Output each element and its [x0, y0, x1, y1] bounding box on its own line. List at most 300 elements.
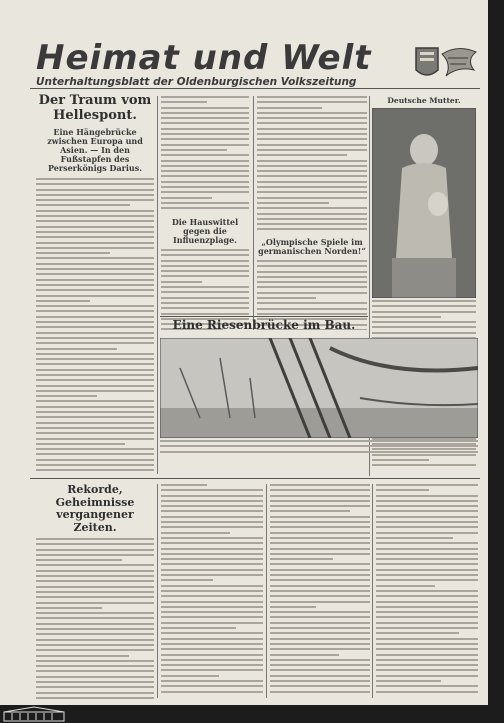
text-line: [161, 197, 212, 199]
text-line: [257, 265, 367, 267]
text-line: [36, 586, 154, 588]
text-line: [376, 526, 478, 528]
text-line: [376, 579, 478, 581]
text-line: [257, 297, 316, 299]
text-line: [270, 574, 370, 576]
text-line: [270, 632, 370, 634]
text-line: [257, 286, 367, 288]
text-line: [161, 601, 263, 603]
text-line: [161, 680, 263, 682]
text-line: [36, 385, 154, 387]
text-line: [270, 585, 370, 587]
text-line: [257, 271, 367, 273]
text-line: [36, 580, 154, 582]
text-line: [161, 606, 263, 608]
column-3-text: [257, 96, 367, 236]
text-line: [36, 342, 154, 344]
text-line: [36, 337, 154, 339]
text-line: [161, 500, 263, 502]
text-line: [161, 186, 249, 188]
text-line: [36, 549, 154, 551]
text-line: [36, 676, 154, 678]
text-line: [161, 563, 263, 565]
text-line: [376, 569, 478, 571]
masthead-title: Heimat und Welt: [36, 38, 372, 78]
text-line: [270, 616, 370, 618]
text-line: [376, 601, 478, 603]
text-line: [161, 489, 263, 491]
text-line: [270, 659, 370, 661]
text-line: [36, 363, 154, 365]
text-line: [257, 308, 367, 310]
text-line: [36, 273, 154, 275]
text-line: [270, 579, 370, 581]
text-line: [36, 459, 154, 461]
text-line: [270, 601, 370, 603]
text-line: [36, 395, 97, 397]
text-line: [376, 521, 478, 523]
text-line: [257, 228, 367, 230]
text-line: [161, 207, 249, 209]
text-line: [376, 638, 478, 640]
text-line: [36, 570, 154, 572]
text-line: [257, 144, 367, 146]
text-line: [161, 484, 207, 486]
text-line: [36, 649, 154, 651]
text-line: [161, 611, 263, 613]
text-line: [270, 664, 370, 666]
text-line: [270, 484, 370, 486]
text-line: [270, 622, 370, 624]
text-line: [376, 574, 478, 576]
text-line: [161, 307, 249, 309]
text-line: [36, 374, 154, 376]
text-line: [36, 453, 154, 455]
text-line: [161, 643, 263, 645]
text-line: [257, 218, 367, 220]
lead-article: [36, 92, 154, 476]
text-line: [36, 369, 154, 371]
lower-article: [36, 484, 154, 699]
text-line: [161, 281, 202, 283]
text-line: [161, 516, 263, 518]
text-line: [257, 128, 367, 130]
column-rule: [266, 484, 267, 698]
bridge-photo: [160, 338, 478, 438]
text-line: [161, 149, 227, 151]
text-line: [257, 276, 367, 278]
text-line: [376, 616, 478, 618]
lower-column-2: [161, 484, 263, 698]
text-line: [161, 654, 263, 656]
text-line: [36, 215, 154, 217]
text-line: [36, 353, 154, 355]
text-line: [372, 300, 476, 302]
text-line: [376, 659, 478, 661]
text-line: [36, 602, 154, 604]
text-line: [161, 616, 263, 618]
text-line: [161, 170, 249, 172]
text-line: [36, 226, 154, 228]
text-line: [36, 543, 154, 545]
lead-subhead: Eine Hängebrücke zwischen Europa und Asien. — In den Fußstapfen des Perserkönigs Darius.: [47, 127, 143, 173]
text-line: [270, 643, 370, 645]
text-line: [36, 257, 154, 259]
text-line: [270, 558, 333, 560]
text-line: [257, 165, 367, 167]
text-line: [36, 305, 154, 307]
text-line: [161, 495, 263, 497]
text-line: [160, 451, 478, 453]
sidebar-headline: Die Hauswittel gegen die Influenzplage.: [171, 218, 239, 245]
text-line: [36, 279, 154, 281]
text-line: [257, 107, 322, 109]
text-line: [270, 685, 370, 687]
text-line: [161, 160, 249, 162]
text-line: [257, 149, 367, 151]
text-line: [376, 500, 478, 502]
text-line: [36, 332, 154, 334]
text-line: [270, 532, 370, 534]
masthead-subtitle: Unterhaltungsblatt der Oldenburgischen Volkszeitung: [36, 76, 357, 88]
text-line: [36, 199, 154, 201]
text-line: [270, 569, 370, 571]
text-line: [270, 606, 316, 608]
text-line: [36, 432, 154, 434]
text-line: [36, 644, 154, 646]
text-line: [376, 563, 478, 565]
text-line: [36, 263, 154, 265]
text-line: [36, 321, 154, 323]
text-line: [270, 654, 339, 656]
text-line: [161, 526, 263, 528]
text-line: [161, 553, 263, 555]
text-line: [36, 189, 154, 191]
text-line: [161, 144, 249, 146]
scan-border: [488, 0, 504, 723]
text-line: [161, 632, 263, 634]
text-line: [36, 443, 125, 445]
column-rule: [372, 484, 373, 698]
text-line: [257, 207, 367, 209]
text-line: [376, 685, 478, 687]
text-line: [376, 643, 478, 645]
text-line: [161, 270, 249, 272]
text-line: [36, 438, 154, 440]
text-line: [161, 133, 249, 135]
sidebar-article: [161, 218, 249, 330]
text-line: [270, 542, 370, 544]
text-line: [161, 521, 263, 523]
text-line: [372, 311, 476, 313]
text-line: [376, 510, 478, 512]
text-line: [161, 664, 263, 666]
text-line: [257, 138, 367, 140]
text-line: [376, 537, 453, 539]
text-line: [161, 548, 263, 550]
text-line: [257, 302, 367, 304]
text-line: [36, 231, 154, 233]
statue-photo: [372, 108, 476, 298]
text-line: [36, 326, 154, 328]
text-line: [270, 548, 370, 550]
text-line: [161, 691, 263, 693]
text-line: [257, 112, 367, 114]
text-line: [257, 313, 367, 315]
text-line: [257, 160, 367, 162]
text-line: [161, 291, 249, 293]
text-line: [270, 495, 370, 497]
text-line: [257, 186, 367, 188]
text-line: [161, 669, 263, 671]
text-line: [36, 236, 154, 238]
text-line: [372, 305, 476, 307]
text-line: [161, 260, 249, 262]
text-line: [376, 680, 441, 682]
text-line: [257, 154, 347, 156]
lead-body-text: [36, 178, 154, 471]
text-line: [36, 247, 154, 249]
text-line: [376, 691, 478, 693]
text-line: [257, 223, 367, 225]
text-line: [161, 107, 249, 109]
text-line: [376, 484, 478, 486]
text-line: [161, 585, 263, 587]
text-line: [161, 569, 263, 571]
column-rule: [253, 96, 254, 330]
text-line: [372, 326, 476, 328]
text-line: [257, 117, 367, 119]
text-line: [376, 622, 478, 624]
text-line: [161, 249, 249, 251]
text-line: [161, 574, 263, 576]
text-line: [161, 542, 263, 544]
text-line: [257, 170, 367, 172]
text-line: [36, 697, 154, 699]
text-line: [161, 297, 249, 299]
text-line: [161, 96, 249, 98]
text-line: [270, 489, 370, 491]
text-line: [376, 654, 478, 656]
text-line: [257, 122, 367, 124]
text-line: [270, 563, 370, 565]
text-line: [36, 268, 154, 270]
text-line: [270, 521, 370, 523]
text-line: [270, 675, 370, 677]
text-line: [270, 516, 370, 518]
text-line: [376, 553, 478, 555]
text-line: [36, 178, 154, 180]
text-line: [36, 358, 154, 360]
text-line: [372, 321, 476, 323]
bridge-headline: Eine Riesenbrücke im Bau.: [172, 318, 356, 332]
text-line: [36, 681, 154, 683]
text-line: [257, 101, 367, 103]
text-line: [161, 175, 249, 177]
text-line: [376, 542, 478, 544]
text-line: [36, 379, 154, 381]
text-line: [161, 510, 263, 512]
text-line: [270, 627, 370, 629]
text-line: [270, 638, 370, 640]
text-line: [161, 265, 249, 267]
text-line: [36, 416, 154, 418]
text-line: [36, 295, 154, 297]
text-line: [376, 516, 478, 518]
text-line: [372, 464, 476, 466]
text-line: [161, 313, 249, 315]
text-line: [36, 406, 154, 408]
masthead-rule: [30, 88, 480, 89]
text-line: [376, 558, 478, 560]
text-line: [161, 675, 219, 677]
text-line: [161, 112, 249, 114]
text-line: [161, 117, 249, 119]
lower-column-4: [376, 484, 478, 698]
text-line: [36, 607, 102, 609]
text-line: [270, 553, 370, 555]
text-line: [161, 590, 263, 592]
text-line: [161, 579, 213, 581]
text-line: [376, 611, 478, 613]
text-line: [161, 181, 249, 183]
text-line: [161, 648, 263, 650]
text-line: [257, 281, 367, 283]
text-line: [257, 175, 367, 177]
text-line: [36, 660, 154, 662]
text-line: [270, 611, 370, 613]
text-line: [36, 289, 154, 291]
text-line: [36, 564, 154, 566]
text-line: [270, 669, 370, 671]
text-line: [376, 489, 429, 491]
text-line: [270, 595, 370, 597]
text-line: [36, 316, 154, 318]
text-line: [257, 202, 329, 204]
text-line: [257, 181, 367, 183]
text-line: [257, 292, 367, 294]
text-line: [36, 575, 154, 577]
text-line: [372, 316, 441, 318]
text-line: [36, 538, 154, 540]
text-line: [161, 254, 249, 256]
text-line: [161, 191, 249, 193]
text-line: [161, 101, 207, 103]
lower-headline: Rekorde, Geheimnisse vergangener Zeiten.: [55, 484, 135, 534]
text-line: [376, 495, 478, 497]
text-line: [257, 191, 367, 193]
text-line: [161, 532, 230, 534]
text-line: [257, 133, 367, 135]
text-line: [36, 422, 154, 424]
text-line: [376, 606, 478, 608]
text-line: [376, 669, 478, 671]
text-line: [270, 505, 370, 507]
text-line: [36, 628, 154, 630]
text-line: [376, 648, 478, 650]
text-line: [161, 128, 249, 130]
text-line: [376, 548, 478, 550]
lower-column-3: [270, 484, 370, 698]
text-line: [161, 685, 263, 687]
text-line: [36, 300, 90, 302]
lower-body-text: [36, 538, 154, 699]
text-line: [270, 648, 370, 650]
text-line: [36, 252, 110, 254]
text-line: [270, 537, 370, 539]
text-line: [270, 500, 370, 502]
text-line: [270, 526, 370, 528]
text-line: [160, 440, 478, 442]
text-line: [36, 210, 154, 212]
text-line: [36, 390, 154, 392]
text-line: [161, 537, 263, 539]
text-line: [36, 400, 154, 402]
text-line: [36, 623, 154, 625]
text-line: [161, 622, 263, 624]
text-line: [376, 627, 478, 629]
text-line: [36, 554, 154, 556]
text-line: [36, 686, 154, 688]
column-rule: [157, 96, 158, 474]
text-line: [36, 665, 154, 667]
text-line: [36, 633, 154, 635]
text-line: [161, 302, 249, 304]
text-line: [161, 165, 249, 167]
text-line: [161, 122, 249, 124]
text-line: [160, 445, 478, 447]
heraldic-crest-icon: [408, 40, 480, 86]
text-line: [376, 595, 478, 597]
lead-headline: Der Traum vom Hellespont.: [38, 93, 152, 123]
text-line: [161, 275, 249, 277]
text-line: [36, 427, 154, 429]
text-line: [36, 183, 154, 185]
text-line: [161, 202, 249, 204]
bridge-caption: [160, 440, 478, 458]
text-line: [376, 505, 478, 507]
column-rule: [157, 484, 158, 698]
text-line: [376, 532, 478, 534]
text-line: [161, 595, 263, 597]
text-line: [36, 469, 154, 471]
text-line: [257, 260, 367, 262]
text-line: [36, 612, 154, 614]
text-line: [36, 204, 130, 206]
text-line: [161, 286, 249, 288]
text-line: [36, 692, 154, 694]
text-line: [161, 659, 263, 661]
photo-title: Deutsche Mutter.: [387, 96, 461, 105]
text-line: [376, 632, 459, 634]
library-logo-icon: [2, 706, 72, 722]
text-line: [36, 242, 154, 244]
text-line: [372, 332, 476, 334]
text-line: [36, 617, 154, 619]
text-line: [376, 664, 478, 666]
text-line: [36, 284, 154, 286]
text-line: [257, 197, 367, 199]
text-line: [270, 691, 370, 693]
text-line: [36, 220, 154, 222]
text-line: [161, 154, 249, 156]
text-line: [270, 680, 370, 682]
text-line: [36, 194, 154, 196]
text-line: [161, 505, 263, 507]
olympia-headline: „Olympische Spiele im germanischen Norden!“: [258, 238, 366, 256]
text-line: [36, 591, 154, 593]
text-line: [257, 213, 367, 215]
